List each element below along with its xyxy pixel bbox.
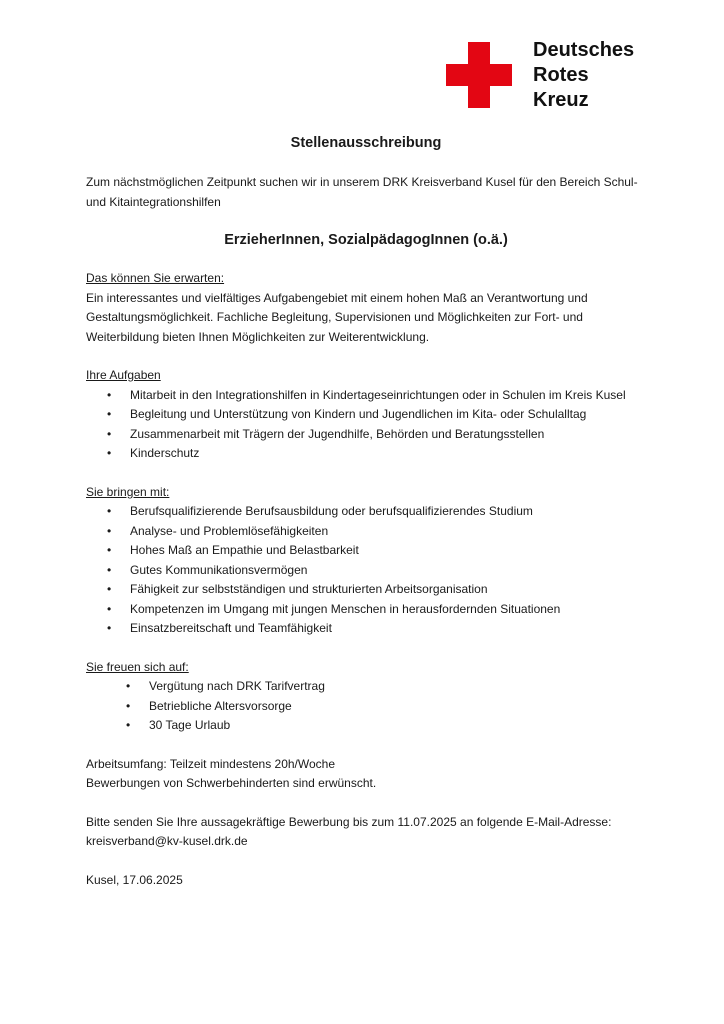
document-body [86, 132, 646, 890]
scope-section [86, 755, 646, 794]
tasks-section [86, 366, 646, 464]
scope-text: Arbeitsumfang: Teilzeit mindestens 20h/Woche [86, 756, 336, 771]
list-item: • Kompetenzen im Umgang mit jungen Menschen in herausfordernden Situationen [86, 600, 646, 620]
list-item: • Berufsqualifizierende Berufsausbildung oder berufsqualifizierendes Studium [86, 502, 646, 522]
list-item: • Einsatzbereitschaft und Teamfähigkeit [86, 619, 646, 639]
list-item: • Analyse- und Problemlösefähigkeiten [86, 522, 646, 542]
list-item: • Betriebliche Altersvorsorge [86, 697, 646, 717]
expect-heading: Das können Sie erwarten: [86, 271, 225, 285]
benefits-heading: Sie freuen sich auf: [86, 659, 189, 674]
requirements-list [86, 502, 646, 639]
apply-text: Bitte senden Sie Ihre aussagekräftige Bewerbung bis zum 11.07.2025 an folgende E-Mail-Adresse: [86, 814, 612, 829]
benefits-section [86, 658, 646, 736]
position-title: ErzieherInnen, SozialpädagogInnen (o.ä.) [224, 232, 508, 248]
requirements-heading: Sie bringen mit: [86, 484, 170, 499]
intro-text: Zum nächstmöglichen Zeitpunkt suchen wir in unserem DRK Kreisverband Kusel für den Bereich Schul- und Kitaintegrationshilfen [86, 175, 638, 209]
list-item: • Mitarbeit in den Integrationshilfen in Kindertageseinrichtungen oder in Schulen im Kreis Kusel [86, 386, 646, 406]
logo-line-2: Rotes [533, 64, 589, 86]
place-date-section [86, 871, 646, 891]
tasks-list [86, 386, 646, 464]
requirements-section [86, 483, 646, 639]
logo-line-1: Deutsches [533, 39, 635, 61]
disability-note: Bewerbungen von Schwerbehinderten sind erwünscht. [86, 776, 377, 790]
tasks-heading: Ihre Aufgaben [86, 368, 161, 382]
place-date: Kusel, 17.06.2025 [86, 872, 183, 887]
document-title: Stellenausschreibung [290, 135, 442, 151]
email-address: kreisverband@kv-kusel.drk.de [86, 834, 248, 848]
list-item: • Zusammenarbeit mit Trägern der Jugendhilfe, Behörden und Beratungsstellen [86, 425, 646, 445]
list-item: • Gutes Kommunikationsvermögen [86, 561, 646, 581]
list-item: • Hohes Maß an Empathie und Belastbarkeit [86, 541, 646, 561]
logo-line-3: Kreuz [533, 89, 589, 111]
expect-section [86, 269, 646, 347]
list-item: • Fähigkeit zur selbstständigen und strukturierten Arbeitsorganisation [86, 580, 646, 600]
list-item: • Vergütung nach DRK Tarifvertrag [86, 677, 646, 697]
list-item: • Kinderschutz [86, 444, 646, 464]
logo-wordmark [533, 38, 634, 113]
benefits-list [86, 677, 646, 736]
drk-logo [446, 40, 706, 112]
list-item: • 30 Tage Urlaub [86, 716, 646, 736]
red-cross-icon [446, 42, 512, 108]
apply-section [86, 813, 646, 852]
expect-text: Ein interessantes und vielfältiges Aufgabengebiet mit einem hohen Maß an Verantwortung und Gestaltungsmöglichkeit. Fachliche Begleitung, Supervisionen und Möglichkeiten zur Fort- und Weiterbildung bieten Ihnen Möglichkeiten zur Weiterentwicklung. [86, 290, 588, 344]
list-item: • Begleitung und Unterstützung von Kindern und Jugendlichen im Kita- oder Schulalltag [86, 405, 646, 425]
